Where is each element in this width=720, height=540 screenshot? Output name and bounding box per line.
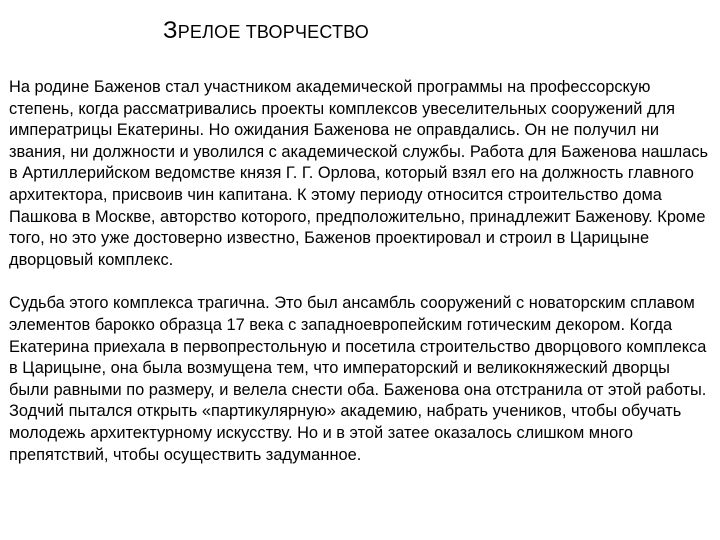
slide-title-rest: РЕЛОЕ ТВОРЧЕСТВО	[177, 22, 369, 42]
slide-body	[9, 77, 713, 466]
paragraph-2: Судьба этого комплекса трагична. Это был ансамбль сооружений с новаторским сплавом элементов барокко образца 17 века с западноевропейским готическим декором. Когда Екатерина приехала в первопрестольную и посетила строительство дворцового комплекса в Царицыне, она была возмущена тем, что императорский и великокняжеский дворцы были равными по размеру, и велела снести оба. Баженова она отстранила от этой работы. Зодчий пытался открыть «партикулярную» академию, набрать учеников, чтобы обучать молодежь архитектурному искусству. Но и в этой затее оказалось слишком много препятствий, чтобы осуществить задуманное.	[9, 294, 707, 464]
paragraph-1: На родине Баженов стал участником академической программы на профессорскую степень, когда рассматривались проекты комплексов увеселительных сооружений для императрицы Екатерины. Но ожидания Баженова не оправдались. Он не получил ни звания, ни должности и уволился с академической службы. Работа для Баженова нашлась в Артиллерийском ведомстве князя Г. Г. Орлова, который взял его на должность главного архитектора, присвоив чин капитана. К этому периоду относится строительство дома Пашкова в Москве, авторство которого, предположительно, принадлежит Баженову. Кроме того, но это уже достоверно известно, Баженов проектировал и строил в Царицыне дворцовый комплекс.	[9, 78, 709, 269]
slide-title-initial: З	[163, 17, 178, 44]
slide-title	[163, 18, 369, 45]
